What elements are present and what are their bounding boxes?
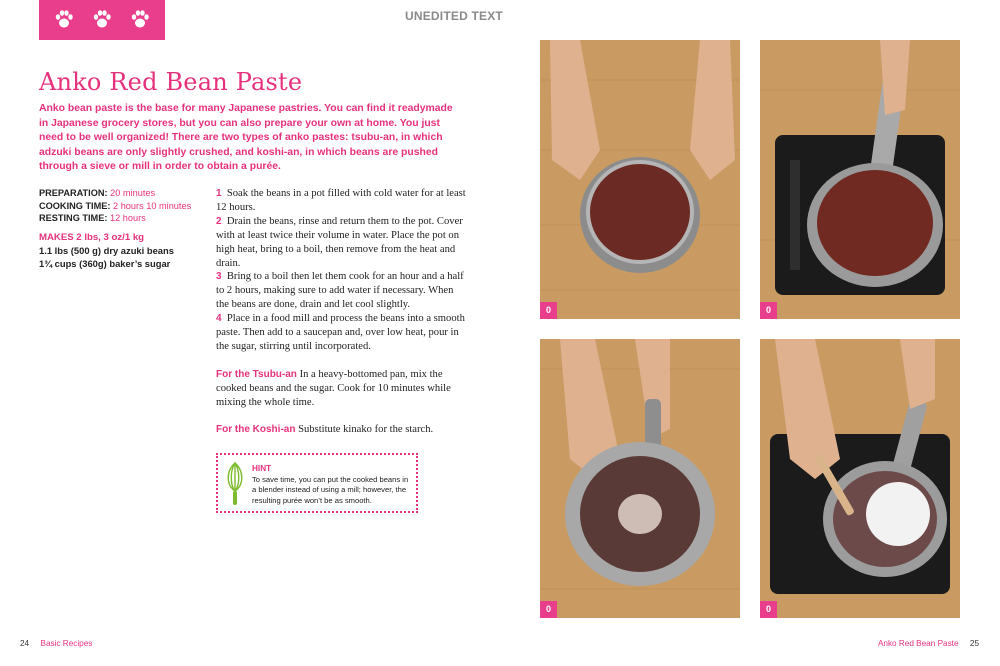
page-number-right: 25 bbox=[969, 639, 979, 648]
footer-left bbox=[20, 639, 92, 648]
step-item bbox=[216, 187, 466, 215]
cook-value: 2 hours 10 minutes bbox=[113, 200, 192, 211]
step-item bbox=[216, 215, 466, 271]
step-photo-2 bbox=[760, 40, 960, 319]
unedited-banner: UNEDITED TEXT bbox=[405, 9, 503, 23]
step-number: 3 bbox=[216, 271, 222, 283]
rest-time bbox=[39, 212, 209, 225]
cook-time bbox=[39, 200, 209, 213]
rest-label: RESTING TIME: bbox=[39, 213, 108, 224]
variant-label: For the Koshi-an bbox=[216, 424, 296, 436]
header-band bbox=[39, 0, 165, 40]
step-number: 1 bbox=[216, 188, 222, 199]
step-number: 2 bbox=[216, 215, 222, 227]
hint-box bbox=[216, 453, 418, 513]
step-text: Place in a food mill and process the beans into a smooth paste. Then add to a saucepan and, over low heat, pour in the sugar, stirring until incorporated. bbox=[216, 313, 465, 352]
step-item bbox=[216, 270, 466, 312]
step-photo-1 bbox=[540, 40, 740, 319]
recipe-steps bbox=[216, 187, 466, 437]
recipe-meta bbox=[39, 187, 209, 270]
hint-text: To save time, you can put the cooked beans in a blender instead of using a mill; however, the resulting purée won’t be as smooth. bbox=[252, 475, 409, 505]
step-text: Bring to a boil then let them cook for an hour and a half to 2 hours, making sure to add water if necessary. When the beans are done, drain and let cool slightly. bbox=[216, 271, 464, 311]
photo-badge: 0 bbox=[540, 302, 557, 319]
step-item bbox=[216, 312, 466, 354]
paw-icon bbox=[92, 8, 112, 30]
photo-badge: 0 bbox=[540, 601, 557, 618]
rest-value: 12 hours bbox=[109, 213, 146, 224]
step-photo-4 bbox=[760, 339, 960, 618]
whisk-icon bbox=[224, 461, 246, 507]
ingredient-item: 1.1 lbs (500 g) dry azuki beans bbox=[39, 244, 174, 256]
section-label-right: Anko Red Bean Paste bbox=[877, 639, 959, 648]
step-number: 4 bbox=[216, 313, 222, 325]
makes-yield: MAKES 2 lbs, 3 oz/1 kg bbox=[39, 232, 145, 244]
footer-right bbox=[878, 639, 979, 648]
variant-label: For the Tsubu-an bbox=[216, 368, 297, 380]
prep-value: 20 minutes bbox=[110, 188, 156, 198]
step-photo-3 bbox=[540, 339, 740, 618]
photo-badge: 0 bbox=[760, 601, 777, 618]
hint-title: HINT bbox=[252, 464, 272, 473]
recipe-intro: Anko bean paste is the base for many Japanese pastries. You can find it readymade in Japanese grocery stores, but you can also prepare your own at home. You just need to be well organized! There are two types of anko pastes: tsubu-an, in which adzuki beans are only slightly crushed, and koshi-an, in which beans are pushed through a sieve or mill in order to obtain a purée. bbox=[39, 103, 453, 173]
prep-label: PREPARATION: bbox=[39, 188, 108, 198]
ingredient-item: 1¾ cups (360g) baker’s sugar bbox=[39, 257, 171, 269]
section-label-left: Basic Recipes bbox=[40, 639, 93, 648]
paw-icon bbox=[130, 8, 150, 30]
recipe-title: Anko Red Bean Paste bbox=[39, 68, 303, 96]
variant-text: In a heavy-bottomed pan, mix the cooked beans and the sugar. Cook for 10 minutes while mixing the whole time. bbox=[216, 368, 451, 408]
variant-text: Substitute kinako for the starch. bbox=[298, 424, 434, 436]
photo-badge: 0 bbox=[760, 302, 777, 319]
cook-label: COOKING TIME: bbox=[39, 200, 111, 211]
variant-koshi-an bbox=[216, 423, 466, 437]
variant-tsubu-an bbox=[216, 368, 466, 410]
step-text: Soak the beans in a pot filled with cold water for at least 12 hours. bbox=[216, 188, 466, 213]
page-number-left: 24 bbox=[20, 639, 30, 648]
prep-time bbox=[39, 187, 209, 200]
step-text: Drain the beans, rinse and return them to the pot. Cover with at least twice their volume in water. Place the pot on high heat, bring to a boil, then remove from the heat and drain. bbox=[216, 215, 463, 269]
paw-icon bbox=[54, 8, 74, 30]
